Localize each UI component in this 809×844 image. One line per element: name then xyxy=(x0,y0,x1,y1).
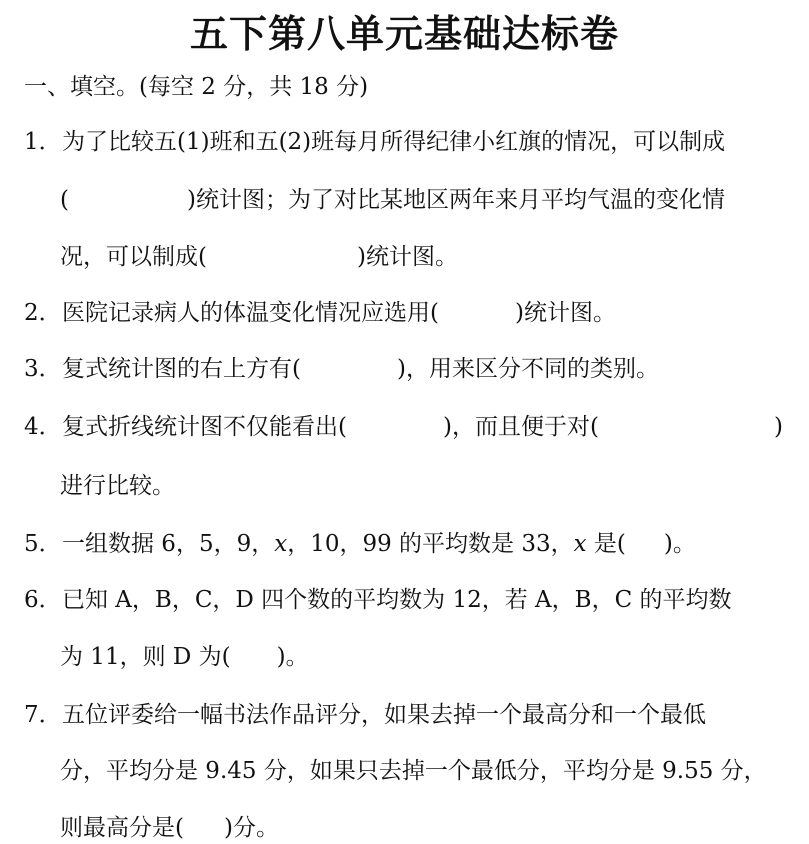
question-number: 1． xyxy=(24,129,62,155)
question-1-line-3 xyxy=(60,241,458,273)
question-text: 五位评委给一幅书法作品评分，如果去掉一个最高分和一个最低 xyxy=(62,702,706,728)
question-7-line-2: 分，平均分是 9.45 分，如果只去掉一个最低分，平均分是 9.55 分， xyxy=(60,758,767,784)
question-2 xyxy=(24,297,616,329)
question-text: )，而且便于对( xyxy=(442,414,599,440)
question-text: )统计图。 xyxy=(356,244,458,270)
question-text: 一组数据 6，5，9， xyxy=(62,531,275,557)
question-text: )。 xyxy=(276,644,309,670)
question-text: )统计图。 xyxy=(514,300,616,326)
question-text: )统计图；为了对比某地区两年来月平均气温的变化情 xyxy=(186,187,725,213)
question-text: 医院记录病人的体温变化情况应选用( xyxy=(62,300,439,326)
question-text: 复式折线统计图不仅能看出( xyxy=(62,414,347,440)
question-1-line-2 xyxy=(60,184,725,216)
question-number: 4． xyxy=(24,414,62,440)
question-4-line-1 xyxy=(24,411,679,443)
variable-x: x xyxy=(573,531,587,557)
question-text: 则最高分是( xyxy=(60,815,184,841)
question-number: 7． xyxy=(24,702,62,728)
question-text: )分。 xyxy=(223,815,279,841)
question-6-line-1 xyxy=(24,584,731,616)
question-5 xyxy=(24,528,696,560)
closing-paren: ) xyxy=(774,414,783,440)
question-text: )。 xyxy=(663,531,696,557)
variable-x: x xyxy=(274,531,288,557)
question-text: )，用来区分不同的类别。 xyxy=(396,356,659,382)
question-number: 3． xyxy=(24,356,62,382)
question-7-line-3 xyxy=(60,812,279,844)
question-text: 况，可以制成( xyxy=(60,244,207,270)
question-text: 已知 A，B，C，D 四个数的平均数为 12，若 A，B，C 的平均数 xyxy=(62,587,732,613)
question-text: 是( xyxy=(586,531,626,557)
question-7-line-1 xyxy=(24,699,706,731)
section-heading: 一、填空。(每空 2 分，共 18 分) xyxy=(24,74,369,100)
question-6-line-2 xyxy=(60,641,309,673)
question-text: 复式统计图的右上方有( xyxy=(62,356,301,382)
page-title: 五下第八单元基础达标卷 xyxy=(189,12,619,56)
question-1-line-1 xyxy=(24,126,725,158)
question-number: 2． xyxy=(24,300,62,326)
question-4-line-2: 进行比较。 xyxy=(60,473,175,499)
question-3 xyxy=(24,353,659,385)
question-text: ，10，99 的平均数是 33， xyxy=(287,531,574,557)
question-text: 为 11，则 D 为( xyxy=(60,644,231,670)
question-number: 5． xyxy=(24,531,62,557)
question-number: 6． xyxy=(24,587,62,613)
question-text: 为了比较五(1)班和五(2)班每月所得纪律小红旗的情况，可以制成 xyxy=(62,129,726,155)
question-text: ( xyxy=(60,187,69,213)
